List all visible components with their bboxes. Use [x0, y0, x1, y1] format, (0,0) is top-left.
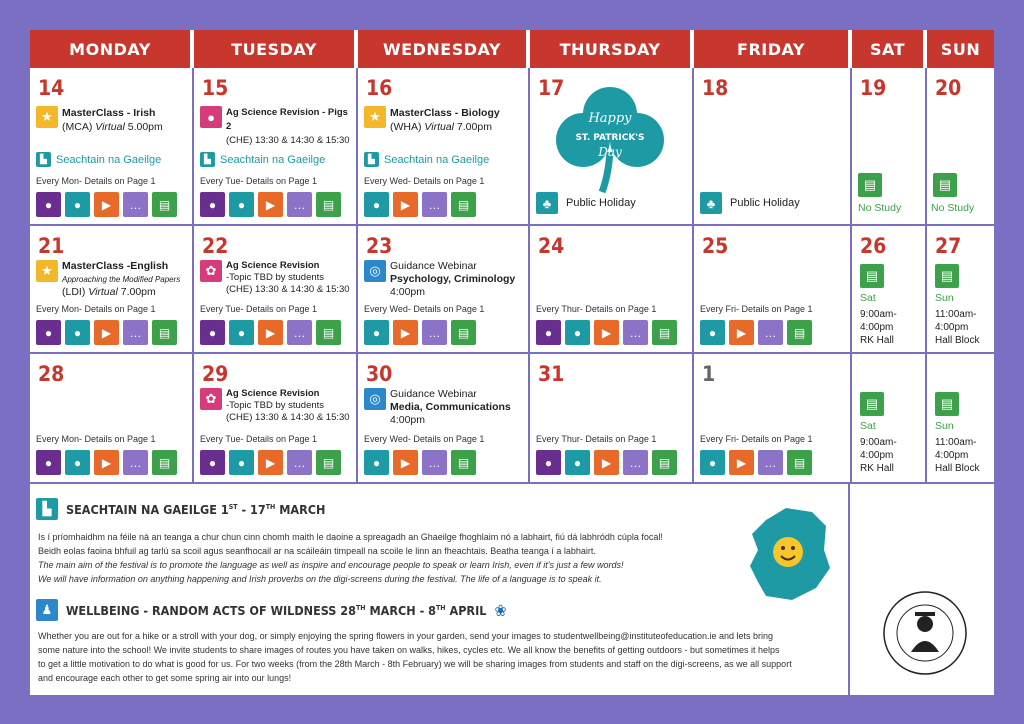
book-icon[interactable]: ▤	[152, 450, 177, 475]
shamrock-logo	[554, 82, 666, 194]
every-week-note: Every Thur- Details on Page 1	[536, 434, 657, 444]
plant-icon: ✿	[200, 260, 222, 282]
book-icon[interactable]: ▤	[316, 450, 341, 475]
chat-icon[interactable]: …	[123, 450, 148, 475]
pig-icon: ●	[200, 106, 222, 128]
people-icon[interactable]: ●	[229, 320, 254, 345]
day-cell-15	[194, 68, 358, 226]
ireland-map-icon: ▙	[364, 152, 379, 167]
shamrock-icon: ♣	[700, 192, 722, 214]
people-icon[interactable]: ●	[700, 320, 725, 345]
people-icon[interactable]: ●	[65, 450, 90, 475]
day-cell-30	[358, 354, 530, 484]
day-cell-20	[927, 68, 994, 226]
header-wednesday: WEDNESDAY	[358, 30, 528, 68]
activity-icons	[536, 320, 677, 345]
chat-icon[interactable]: …	[287, 450, 312, 475]
day-number: 29	[202, 362, 229, 386]
day-number: 30	[366, 362, 393, 386]
book-icon[interactable]: ▤	[652, 320, 677, 345]
group-icon[interactable]: ●	[536, 320, 561, 345]
study-hours: 11:00am- 4:00pm Hall Block	[935, 437, 980, 474]
book-icon[interactable]: ▤	[935, 264, 959, 288]
day-number: 23	[366, 234, 393, 258]
svg-text:Happy: Happy	[588, 111, 632, 126]
group-icon[interactable]: ●	[200, 320, 225, 345]
day-number: 15	[202, 76, 229, 100]
event-guidance-webinar[interactable]	[364, 388, 524, 427]
seachtain-text: Is í príomhaidhm na féile ná an teanga a chur chun cinn chomh maith le daoine a spreagadh an Ghaeilge fhoghlaim nó a labhairt, fiú dá labhródh cúpla focal! Beidh eolas faoina bhfuil ag tarlú sa scoil agus seanfhocail ar na scáileáin timpeall na scoile le linn an fheachtais. Beatha teanga í a labhairt. The main aim of the festival is to promote the language as well as inspire and encourage people to speak or learn Irish, even if it's just a few words! We will have information on anything happening and Irish proverbs on the digi-screens during the festival. The life of a language is to speak it.	[38, 532, 663, 584]
day-number: 26	[860, 234, 887, 258]
chat-icon[interactable]: …	[623, 450, 648, 475]
every-week-note: Every Mon- Details on Page 1	[36, 176, 156, 186]
book-icon[interactable]: ▤	[316, 192, 341, 217]
day-cell-28	[30, 354, 194, 484]
public-holiday: ♣ Public Holiday	[700, 192, 800, 214]
activity-icons	[700, 450, 812, 475]
day-number: 20	[935, 76, 962, 100]
plant-icon: ✿	[200, 388, 222, 410]
day-label: Sun	[935, 292, 954, 304]
day-label: Sat	[860, 292, 876, 304]
day-cell-19	[852, 68, 927, 226]
every-week-note: Every Mon- Details on Page 1	[36, 304, 156, 314]
header-tuesday: TUESDAY	[194, 30, 356, 68]
day-label: Sun	[935, 420, 954, 432]
group-icon[interactable]: ●	[36, 450, 61, 475]
every-week-note: Every Tue- Details on Page 1	[200, 304, 318, 314]
ireland-map-icon: ▙	[36, 498, 58, 520]
book-icon[interactable]: ▤	[858, 173, 882, 197]
activity-icons	[36, 192, 177, 217]
day-cell-sun-3	[927, 354, 994, 484]
event-text: Ag Science Revision -Topic TBD by students (CHE) 13:30 & 14:30 & 15:30	[226, 388, 350, 423]
wellbeing-heading: ♟ WELLBEING - RANDOM ACTS OF WILDNESS 28TH MARCH - 8TH APRIL ❀	[36, 599, 507, 621]
event-guidance-webinar[interactable]	[364, 260, 524, 299]
activity-icons	[364, 450, 476, 475]
people-icon[interactable]: ●	[364, 192, 389, 217]
book-icon[interactable]: ▤	[152, 192, 177, 217]
day-number: 22	[202, 234, 229, 258]
video-icon[interactable]: ▶	[258, 320, 283, 345]
event-text: MasterClass - Irish (MCA) Virtual 5.00pm	[62, 107, 163, 133]
people-icon[interactable]: ●	[229, 192, 254, 217]
calendar-page	[30, 30, 994, 695]
people-icon[interactable]: ●	[565, 320, 590, 345]
chat-icon[interactable]: …	[422, 192, 447, 217]
book-icon[interactable]: ▤	[451, 192, 476, 217]
book-icon[interactable]: ▤	[787, 450, 812, 475]
activity-icons	[364, 192, 476, 217]
day-cell-25	[694, 226, 852, 354]
chat-icon[interactable]: …	[623, 320, 648, 345]
day-cell-27	[927, 226, 994, 354]
day-cell-1	[694, 354, 852, 484]
book-icon[interactable]: ▤	[451, 450, 476, 475]
no-study-label: No Study	[858, 202, 902, 214]
every-week-note: Every Thur- Details on Page 1	[536, 304, 657, 314]
day-cell-26	[852, 226, 927, 354]
irish-week-label: ▙ Seachtain na Gaeilge	[36, 152, 161, 167]
video-icon[interactable]: ▶	[594, 320, 619, 345]
study-hours: 9:00am- 4:00pm RK Hall	[860, 437, 897, 474]
event-text: Guidance Webinar Media, Communications 4:00pm	[390, 388, 511, 426]
event-text: MasterClass -English Approaching the Modified Papers (LDI) Virtual 7.00pm	[62, 260, 181, 298]
every-week-note: Every Wed- Details on Page 1	[364, 434, 485, 444]
header-sunday: SUN	[927, 30, 994, 68]
every-week-note: Every Tue- Details on Page 1	[200, 434, 318, 444]
book-icon[interactable]: ▤	[860, 264, 884, 288]
event-text: MasterClass - Biology (WHA) Virtual 7.00pm	[390, 107, 500, 133]
people-icon[interactable]: ●	[364, 320, 389, 345]
info-section	[30, 484, 850, 695]
shamrock-icon: ♣	[536, 192, 558, 214]
day-cell-29	[194, 354, 358, 484]
event-text: Guidance Webinar Psychology, Criminology 4:00pm	[390, 260, 516, 298]
svg-text:ST. PATRICK'S: ST. PATRICK'S	[575, 133, 645, 143]
people-icon[interactable]: ●	[565, 450, 590, 475]
video-icon[interactable]: ▶	[393, 320, 418, 345]
header-thursday: THURSDAY	[530, 30, 692, 68]
chat-icon[interactable]: …	[287, 320, 312, 345]
day-number: 25	[702, 234, 729, 258]
globe-icon: ◎	[364, 260, 386, 282]
day-number: 31	[538, 362, 565, 386]
activity-icons	[364, 320, 476, 345]
globe-icon: ◎	[364, 388, 386, 410]
chat-icon[interactable]: …	[422, 450, 447, 475]
day-cell-21	[30, 226, 194, 354]
book-icon[interactable]: ▤	[152, 320, 177, 345]
event-text: Ag Science Revision - Pigs 2 (CHE) 13:30 & 14:30 & 15:30	[226, 107, 350, 146]
every-week-note: Every Fri- Details on Page 1	[700, 304, 813, 314]
video-icon[interactable]: ▶	[393, 192, 418, 217]
day-number: 19	[860, 76, 887, 100]
event-ag-science[interactable]	[200, 388, 352, 424]
chat-icon[interactable]: …	[287, 192, 312, 217]
event-masterclass-biology[interactable]	[364, 106, 524, 134]
day-number: 17	[538, 76, 565, 100]
day-cell-14	[30, 68, 194, 226]
every-week-note: Every Tue- Details on Page 1	[200, 176, 318, 186]
video-icon[interactable]: ▶	[94, 320, 119, 345]
people-icon[interactable]: ●	[229, 450, 254, 475]
day-cell-17	[530, 68, 694, 226]
video-icon[interactable]: ▶	[258, 450, 283, 475]
every-week-note: Every Wed- Details on Page 1	[364, 176, 485, 186]
book-icon[interactable]: ▤	[860, 392, 884, 416]
every-week-note: Every Wed- Details on Page 1	[364, 304, 485, 314]
people-icon[interactable]: ●	[700, 450, 725, 475]
every-week-note: Every Mon- Details on Page 1	[36, 434, 156, 444]
event-masterclass-irish[interactable]	[36, 106, 188, 134]
star-icon: ★	[36, 106, 58, 128]
irish-week-label: ▙ Seachtain na Gaeilge	[200, 152, 325, 167]
header-saturday: SAT	[852, 30, 925, 68]
day-cell-24	[530, 226, 694, 354]
video-icon[interactable]: ▶	[258, 192, 283, 217]
book-icon[interactable]: ▤	[451, 320, 476, 345]
book-icon[interactable]: ▤	[933, 173, 957, 197]
video-icon[interactable]: ▶	[94, 192, 119, 217]
irish-week-label: ▙ Seachtain na Gaeilge	[364, 152, 489, 167]
header-friday: FRIDAY	[694, 30, 850, 68]
day-cell-sat-3	[852, 354, 927, 484]
group-icon[interactable]: ●	[200, 192, 225, 217]
day-number: 18	[702, 76, 729, 100]
chat-icon[interactable]: …	[422, 320, 447, 345]
every-week-note: Every Fri- Details on Page 1	[700, 434, 813, 444]
activity-icons	[536, 450, 677, 475]
seachtain-heading: ▙ SEACHTAIN NA GAEILGE 1ST - 17TH MARCH	[36, 498, 325, 520]
paw-icon: ❀	[494, 600, 507, 620]
header-monday: MONDAY	[30, 30, 192, 68]
group-icon[interactable]: ●	[536, 450, 561, 475]
day-cell-16	[358, 68, 530, 226]
video-icon[interactable]: ▶	[729, 450, 754, 475]
activity-icons	[200, 320, 341, 345]
day-cell-18	[694, 68, 852, 226]
no-study-label: No Study	[931, 202, 975, 214]
chat-icon[interactable]: …	[758, 450, 783, 475]
day-cell-23	[358, 226, 530, 354]
activity-icons	[36, 320, 177, 345]
ireland-map-icon: ▙	[200, 152, 215, 167]
people-icon[interactable]: ●	[65, 320, 90, 345]
activity-icons	[700, 320, 812, 345]
group-icon[interactable]: ●	[36, 192, 61, 217]
person-icon: ♟	[36, 599, 58, 621]
day-cell-22	[194, 226, 358, 354]
day-number: 21	[38, 234, 65, 258]
day-label: Sat	[860, 420, 876, 432]
star-icon: ★	[364, 106, 386, 128]
video-icon[interactable]: ▶	[729, 320, 754, 345]
star-icon: ★	[36, 260, 58, 282]
video-icon[interactable]: ▶	[94, 450, 119, 475]
people-icon[interactable]: ●	[65, 192, 90, 217]
chat-icon[interactable]: …	[123, 192, 148, 217]
svg-text:Day: Day	[598, 145, 622, 159]
wellbeing-text: Whether you are out for a hike or a stroll with your dog, or simply enjoying the spring flowers in your garden, send your images to studentwellbeing@instituteofeducation.ie and lets bring some nature into the school! We invite students to share images of routes you have taken on walks, hikes, cycles etc. We all know the benefits of getting outdoors - but sometimes it helps to get a little motivation to do what is good for us. For two weeks (from the 28th March - 8th February) we will be sharing images from students and staff on the digi-screens, as we all support and encourage each other to get some spring air into our lungs!	[38, 631, 792, 683]
group-icon[interactable]: ●	[36, 320, 61, 345]
book-icon[interactable]: ▤	[787, 320, 812, 345]
day-number: 24	[538, 234, 565, 258]
day-cell-31	[530, 354, 694, 484]
day-number: 16	[366, 76, 393, 100]
day-number: 27	[935, 234, 962, 258]
book-icon[interactable]: ▤	[652, 450, 677, 475]
chat-icon[interactable]: …	[123, 320, 148, 345]
day-number: 14	[38, 76, 65, 100]
ireland-emoji-map	[746, 504, 832, 604]
institute-logo	[882, 590, 968, 676]
event-ag-science[interactable]	[200, 260, 352, 296]
activity-icons	[200, 192, 341, 217]
chat-icon[interactable]: …	[758, 320, 783, 345]
day-number: 28	[38, 362, 65, 386]
book-icon[interactable]: ▤	[316, 320, 341, 345]
activity-icons	[200, 450, 341, 475]
day-number: 1	[702, 362, 716, 386]
public-holiday: ♣ Public Holiday	[536, 192, 636, 214]
book-icon[interactable]: ▤	[935, 392, 959, 416]
study-hours: 9:00am- 4:00pm RK Hall	[860, 309, 897, 346]
event-masterclass-english[interactable]	[36, 260, 188, 299]
study-hours: 11:00am- 4:00pm Hall Block	[935, 309, 980, 346]
activity-icons	[36, 450, 177, 475]
people-icon[interactable]: ●	[364, 450, 389, 475]
group-icon[interactable]: ●	[200, 450, 225, 475]
event-ag-science-pigs[interactable]	[200, 106, 352, 148]
video-icon[interactable]: ▶	[393, 450, 418, 475]
event-text: Ag Science Revision -Topic TBD by students (CHE) 13:30 & 14:30 & 15:30	[226, 260, 350, 295]
ireland-map-icon: ▙	[36, 152, 51, 167]
video-icon[interactable]: ▶	[594, 450, 619, 475]
